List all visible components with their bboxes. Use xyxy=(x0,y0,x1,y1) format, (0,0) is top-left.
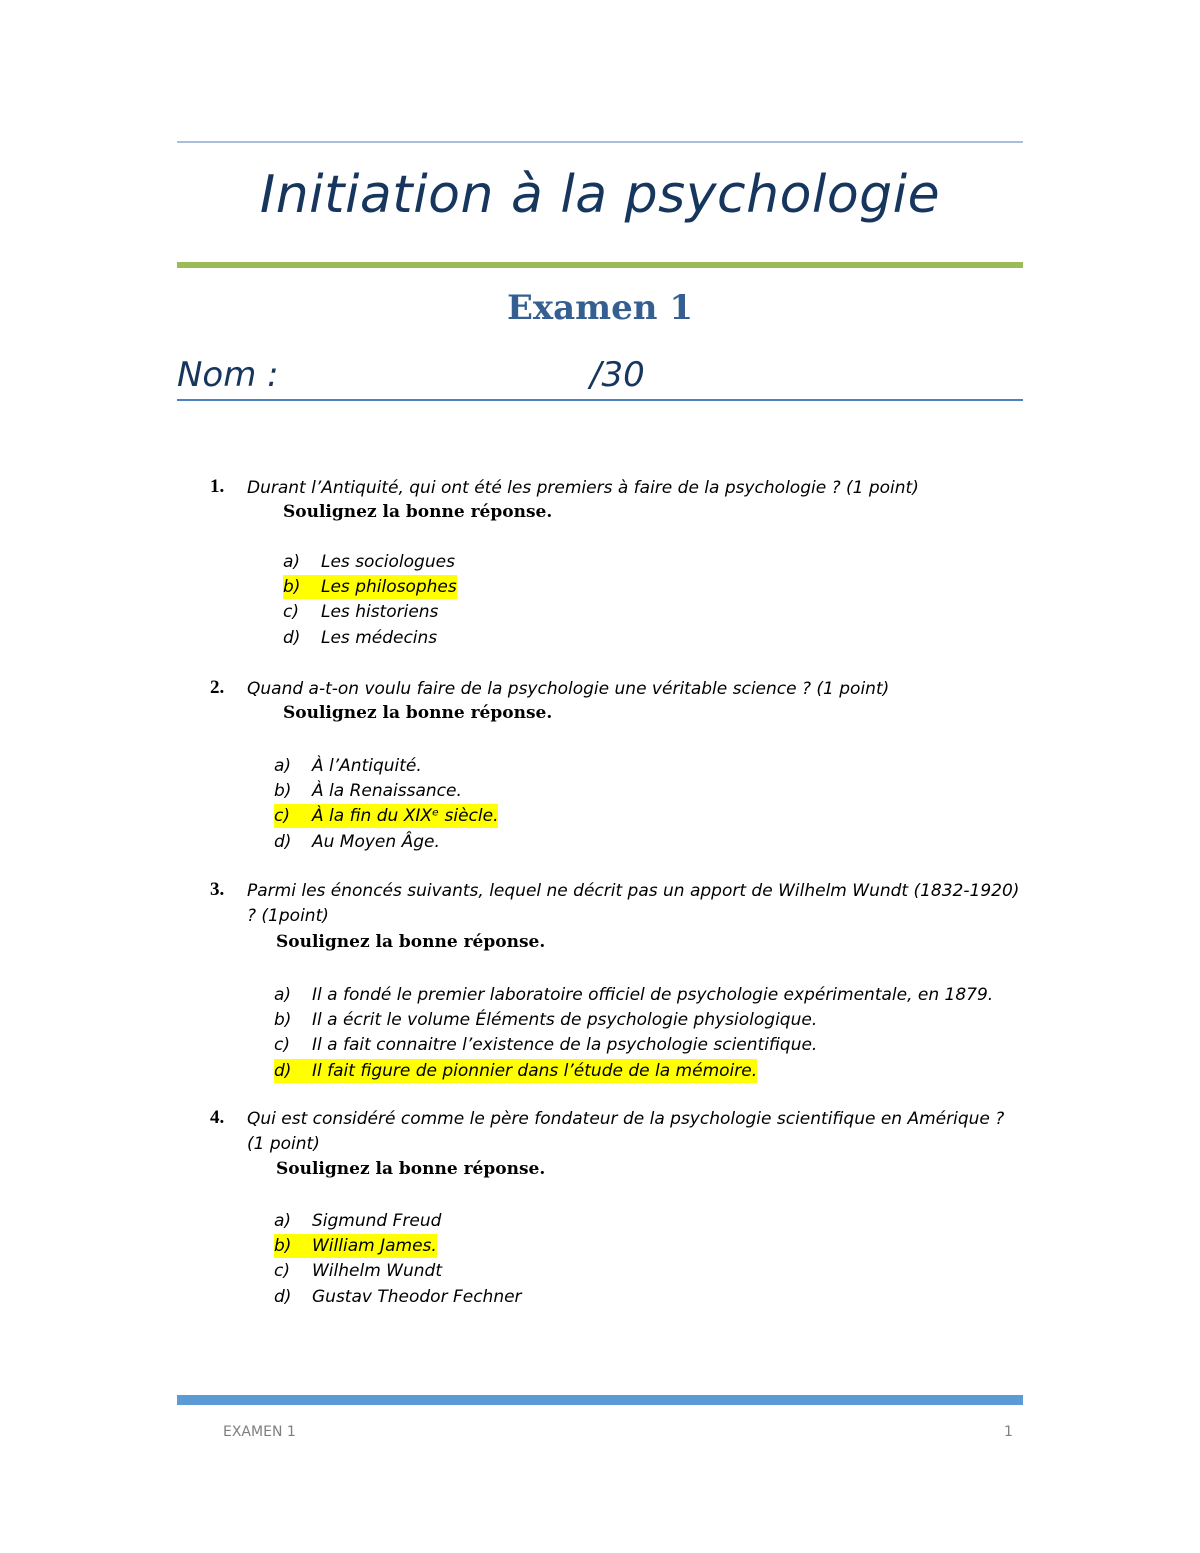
option-letter: a) xyxy=(274,985,292,1005)
name-line xyxy=(177,399,1023,401)
option-letter: b) xyxy=(274,1236,292,1256)
option-letter: b) xyxy=(274,781,292,801)
option-a[interactable] xyxy=(283,550,455,574)
option-text: Au Moyen Âge. xyxy=(312,832,440,852)
question-text: Durant l’Antiquité, qui ont été les premiers à faire de la psychologie ? (1 point) xyxy=(247,478,919,498)
option-d[interactable] xyxy=(283,626,437,650)
question-number: 2. xyxy=(210,677,225,698)
option-text: Les philosophes xyxy=(321,577,457,597)
option-text: Les historiens xyxy=(321,602,439,622)
option-text: Les sociologues xyxy=(321,552,455,572)
option-text: Les médecins xyxy=(321,628,438,648)
question-instruction: Soulignez la bonne réponse. xyxy=(283,502,553,522)
option-letter: b) xyxy=(283,577,301,597)
option-letter: d) xyxy=(274,1287,292,1307)
option-text: À la fin du XIXᵉ siècle. xyxy=(312,806,499,826)
option-letter: d) xyxy=(283,628,301,648)
option-text: Sigmund Freud xyxy=(312,1211,442,1231)
option-a[interactable] xyxy=(274,1209,441,1233)
option-letter: d) xyxy=(274,832,292,852)
question-instruction: Soulignez la bonne réponse. xyxy=(276,932,546,952)
question-instruction: Soulignez la bonne réponse. xyxy=(283,703,553,723)
option-text: William James. xyxy=(312,1236,437,1256)
option-c[interactable] xyxy=(274,1033,817,1057)
exam-subtitle: Examen 1 xyxy=(506,288,694,328)
question-number: 1. xyxy=(210,476,225,497)
option-c[interactable] xyxy=(274,1259,442,1283)
question-number: 3. xyxy=(210,879,225,900)
option-c[interactable] xyxy=(283,600,438,624)
option-text: À l’Antiquité. xyxy=(312,756,422,776)
name-label: Nom : xyxy=(177,355,279,395)
option-d[interactable] xyxy=(274,830,440,854)
question-text: Quand a-t-on voulu faire de la psychologie une véritable science ? (1 point) xyxy=(247,679,890,699)
question-text: Parmi les énoncés suivants, lequel ne décrit pas un apport de Wilhelm Wundt (1832-1920) ? (1point) xyxy=(247,881,1020,926)
option-b-answer[interactable] xyxy=(283,575,457,599)
footer-bar xyxy=(177,1395,1023,1405)
question-text: Qui est considéré comme le père fondateur de la psychologie scientifique en Amérique ? (1 point) xyxy=(247,1109,1005,1154)
option-a[interactable] xyxy=(274,754,422,778)
option-d[interactable] xyxy=(274,1285,522,1309)
question-number: 4. xyxy=(210,1107,225,1128)
option-text: Il fait figure de pionnier dans l’étude de la mémoire. xyxy=(312,1061,758,1081)
option-d-answer[interactable] xyxy=(274,1059,757,1083)
document-title: Initiation à la psychologie xyxy=(259,165,941,225)
option-text: À la Renaissance. xyxy=(312,781,462,801)
option-c-answer[interactable] xyxy=(274,804,498,828)
option-b[interactable] xyxy=(274,1008,817,1032)
top-divider xyxy=(177,141,1023,143)
option-letter: c) xyxy=(274,806,290,826)
option-letter: b) xyxy=(274,1010,292,1030)
option-text: Wilhelm Wundt xyxy=(312,1261,442,1281)
title-underline xyxy=(177,262,1023,268)
option-text: Gustav Theodor Fechner xyxy=(312,1287,522,1307)
footer-label: EXAMEN 1 xyxy=(223,1424,296,1440)
option-letter: c) xyxy=(274,1261,290,1281)
option-letter: d) xyxy=(274,1061,292,1081)
option-letter: c) xyxy=(274,1035,290,1055)
score-label: /30 xyxy=(590,355,645,395)
option-letter: a) xyxy=(274,1211,292,1231)
option-b[interactable] xyxy=(274,779,462,803)
option-letter: a) xyxy=(274,756,292,776)
option-text: Il a fait connaitre l’existence de la psychologie scientifique. xyxy=(312,1035,818,1055)
option-text: Il a fondé le premier laboratoire officiel de psychologie expérimentale, en 1879. xyxy=(312,985,994,1005)
option-letter: a) xyxy=(283,552,301,572)
option-letter: c) xyxy=(283,602,299,622)
option-a[interactable] xyxy=(274,983,993,1007)
option-text: Il a écrit le volume Éléments de psychologie physiologique. xyxy=(312,1010,818,1030)
page-number: 1 xyxy=(1004,1424,1013,1440)
question-instruction: Soulignez la bonne réponse. xyxy=(276,1159,546,1179)
option-b-answer[interactable] xyxy=(274,1234,437,1258)
